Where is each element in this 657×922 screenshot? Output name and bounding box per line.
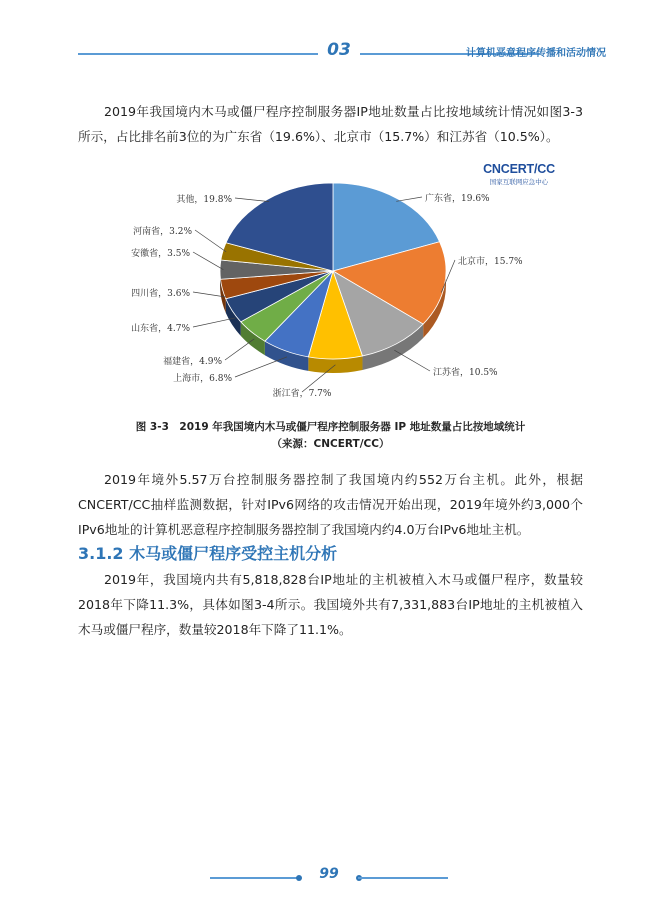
data-label-11: 其他，19.8% — [176, 195, 232, 205]
section-heading: 3.1.2 木马或僵尸程序受控主机分析 — [78, 544, 338, 563]
data-label-6: 福建省，4.9% — [163, 357, 222, 367]
data-label-7: 山东省，4.7% — [131, 324, 190, 334]
footer-rule-right — [358, 877, 448, 879]
leader-line-3 — [394, 350, 430, 371]
leader-line-9 — [193, 252, 223, 270]
paragraph-overseas — [78, 467, 583, 542]
data-label-2: 北京市，15.7% — [458, 257, 523, 267]
leader-line-1 — [396, 197, 422, 201]
figure-caption-source: （来源：CNCERT/CC） — [271, 438, 390, 450]
figure-caption — [78, 419, 583, 453]
data-label-3: 江苏省，10.5% — [433, 368, 498, 378]
leader-line-5 — [235, 357, 287, 377]
figure-caption-title: 图 3-3 2019 年我国境内木马或僵尸程序控制服务器 IP 地址数量占比按地域统计 — [135, 421, 526, 433]
footer-dot-left — [296, 875, 302, 881]
pie-chart — [100, 176, 530, 408]
data-label-10: 河南省，3.2% — [133, 227, 192, 237]
leader-line-11 — [235, 198, 269, 202]
data-label-9: 安徽省，3.5% — [131, 249, 190, 259]
footer-rule-left — [210, 877, 300, 879]
data-label-4: 浙江省，7.7% — [272, 389, 332, 399]
header-rule-left — [78, 53, 318, 55]
data-label-1: 广东省，19.6% — [425, 194, 490, 204]
paragraph-infected-hosts-text: 2019年，我国境内共有5,818,828台IP地址的主机被植入木马或僵尸程序，数量较2018年下降11.3%，具体如图3-4所示。我国境外共有7,331,883台IP地址的主机被植入木马或僵尸程序，数量较2018年下降了11.1%。 — [78, 572, 583, 637]
leader-line-7 — [193, 318, 235, 327]
data-label-8: 四川省，3.6% — [131, 289, 190, 299]
paragraph-overseas-text: 2019年境外5.57万台控制服务器控制了我国境内约552万台主机。此外，根据CNCERT/CC抽样监测数据，针对IPv6网络的攻击情况开始出现，2019年境外约3,000个IPv6地址的计算机恶意程序控制服务器控制了我国境内约4.0万台IPv6地址主机。 — [78, 472, 583, 537]
paragraph-intro-text: 2019年我国境内木马或僵尸程序控制服务器IP地址数量占比按地域统计情况如图3-3所示，占比排名前3位的为广东省（19.6%）、北京市（15.7%）和江苏省（10.5%）。 — [78, 104, 583, 144]
logo-main-text: CNCERT/CC — [483, 162, 555, 176]
page-number: 99 — [319, 866, 339, 882]
pie-slices — [220, 183, 446, 359]
chapter-title: 计算机恶意程序传播和活动情况 — [466, 48, 606, 59]
leader-line-6 — [225, 339, 254, 360]
chapter-number: 03 — [327, 40, 351, 60]
leader-line-10 — [195, 230, 226, 252]
paragraph-intro — [78, 99, 583, 149]
logo-sub-text: 国家互联网应急中心 — [489, 178, 549, 186]
paragraph-infected-hosts — [78, 567, 583, 642]
data-label-5: 上海市，6.8% — [173, 374, 232, 384]
